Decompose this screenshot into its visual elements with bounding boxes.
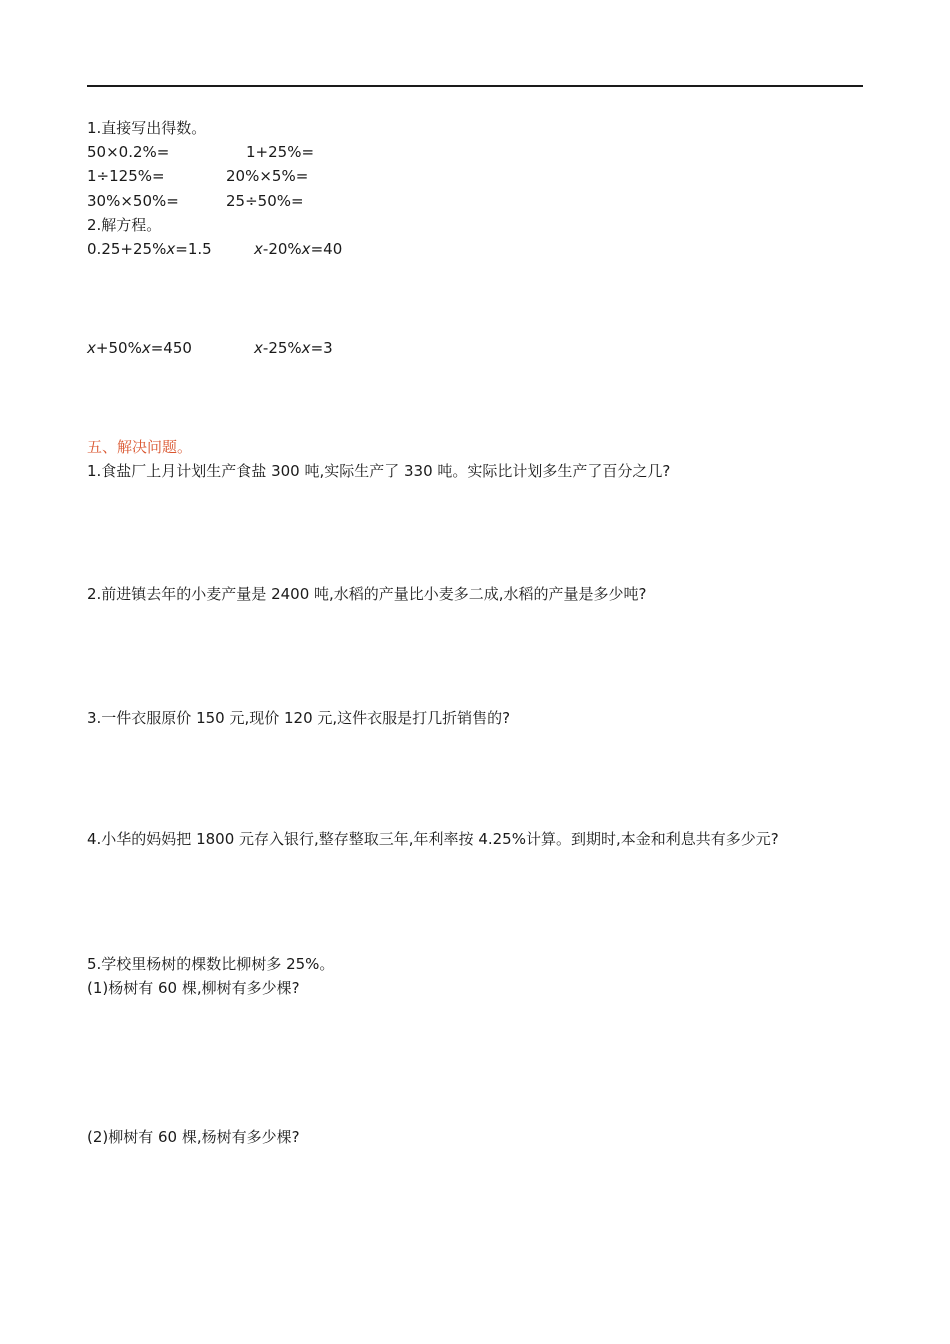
problem-1: 1.食盐厂上月计划生产食盐 300 吨,实际生产了 330 吨。实际比计划多生产了百分之几?	[87, 462, 671, 480]
problems-heading: 五、解决问题。	[87, 438, 193, 456]
equation-item: x+50%x=450	[87, 339, 192, 357]
problem-5-part-2: (2)柳树有 60 棵,杨树有多少棵?	[87, 1128, 300, 1146]
equation-heading: 2.解方程。	[87, 216, 162, 234]
equation-item: x-20%x=40	[254, 240, 343, 258]
problem-2: 2.前进镇去年的小麦产量是 2400 吨,水稻的产量比小麦多二成,水稻的产量是多少吨?	[87, 585, 647, 603]
equation-item: x-25%x=3	[254, 339, 333, 357]
calc-heading: 1.直接写出得数。	[87, 119, 207, 137]
calc-item: 1÷125%=	[87, 167, 165, 185]
calc-item: 1+25%=	[246, 143, 315, 161]
top-rule	[87, 85, 863, 87]
problem-4: 4.小华的妈妈把 1800 元存入银行,整存整取三年,年利率按 4.25%计算。到期时,本金和利息共有多少元?	[87, 830, 779, 848]
calc-item: 25÷50%=	[226, 192, 304, 210]
calc-item: 20%×5%=	[226, 167, 309, 185]
problem-3: 3.一件衣服原价 150 元,现价 120 元,这件衣服是打几折销售的?	[87, 709, 511, 727]
problem-5: 5.学校里杨树的棵数比柳树多 25%。	[87, 955, 335, 973]
equation-item: 0.25+25%x=1.5	[87, 240, 212, 258]
problem-5-part-1: (1)杨树有 60 棵,柳树有多少棵?	[87, 979, 300, 997]
calc-item: 50×0.2%=	[87, 143, 170, 161]
calc-item: 30%×50%=	[87, 192, 179, 210]
